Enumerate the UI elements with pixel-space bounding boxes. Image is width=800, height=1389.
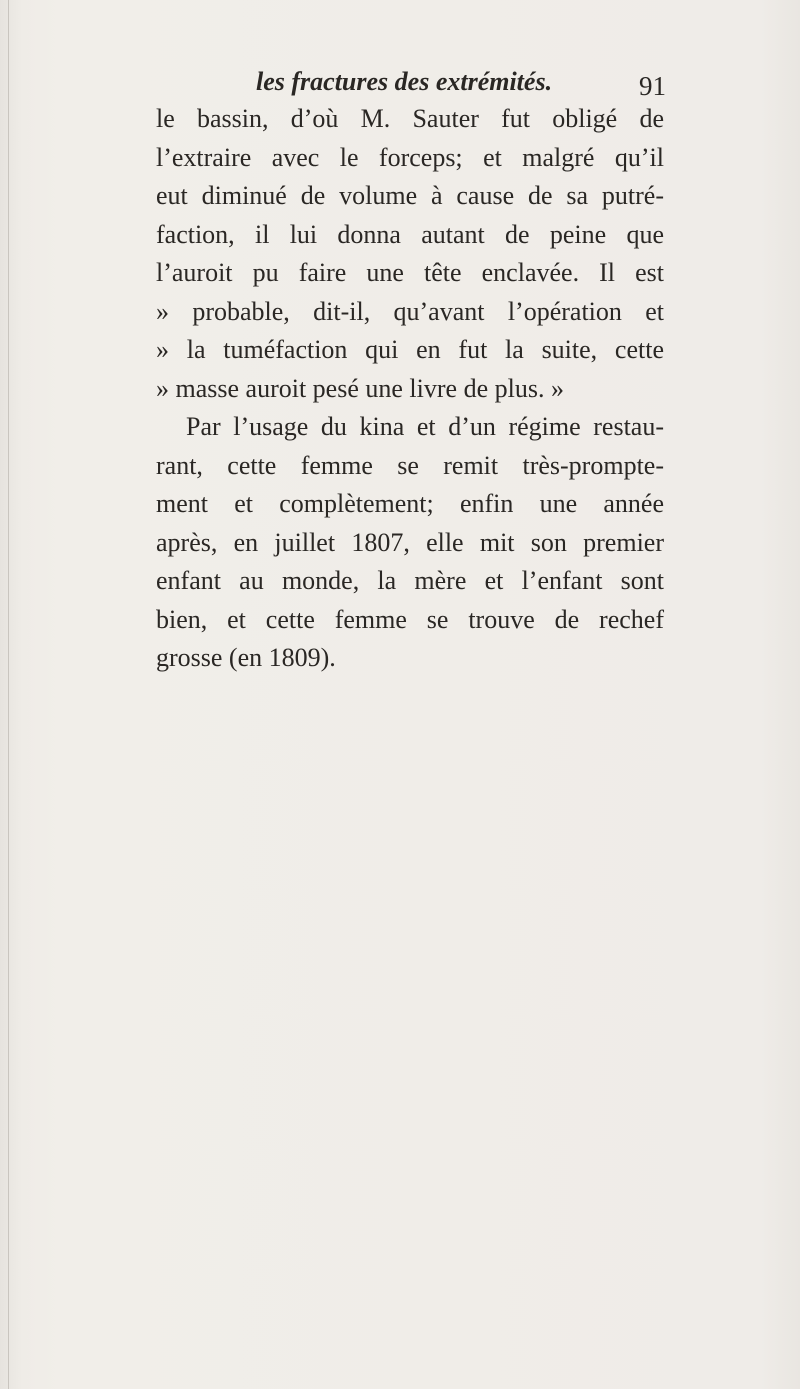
- text-line: » masse auroit pesé une livre de plus. »: [156, 373, 564, 403]
- text-line: faction, il lui donna autant de peine que: [156, 219, 664, 249]
- running-head: les fractures des extrémités.: [256, 67, 553, 96]
- text-line: eut diminué de volume à cause de sa putré-: [156, 181, 664, 210]
- text-line: l’extraire avec le forceps; et malgré qu’il: [156, 142, 664, 172]
- text-line: » probable, dit-il, qu’avant l’opération et: [156, 296, 664, 326]
- page-number: 91: [639, 71, 666, 101]
- text-line: Par l’usage du kina et d’un régime restau-: [186, 412, 664, 441]
- body-text: [156, 100, 664, 678]
- text-line: le bassin, d’où M. Sauter fut obligé de: [156, 104, 664, 133]
- text-line: » la tuméfaction qui en fut la suite, cette: [156, 335, 664, 364]
- text-line: enfant au monde, la mère et l’enfant sont: [156, 566, 664, 595]
- text-line: après, en juillet 1807, elle mit son premier: [156, 527, 664, 557]
- text-line: rant, cette femme se remit très-prompte-: [156, 450, 664, 480]
- text-line: ment et complètement; enfin une année: [156, 489, 664, 518]
- text-line: grosse (en 1809).: [156, 643, 336, 672]
- text-line: bien, et cette femme se trouve de rechef: [156, 604, 664, 634]
- page-edge: [8, 0, 9, 1389]
- text-line: l’auroit pu faire une tête enclavée. Il est: [156, 258, 664, 287]
